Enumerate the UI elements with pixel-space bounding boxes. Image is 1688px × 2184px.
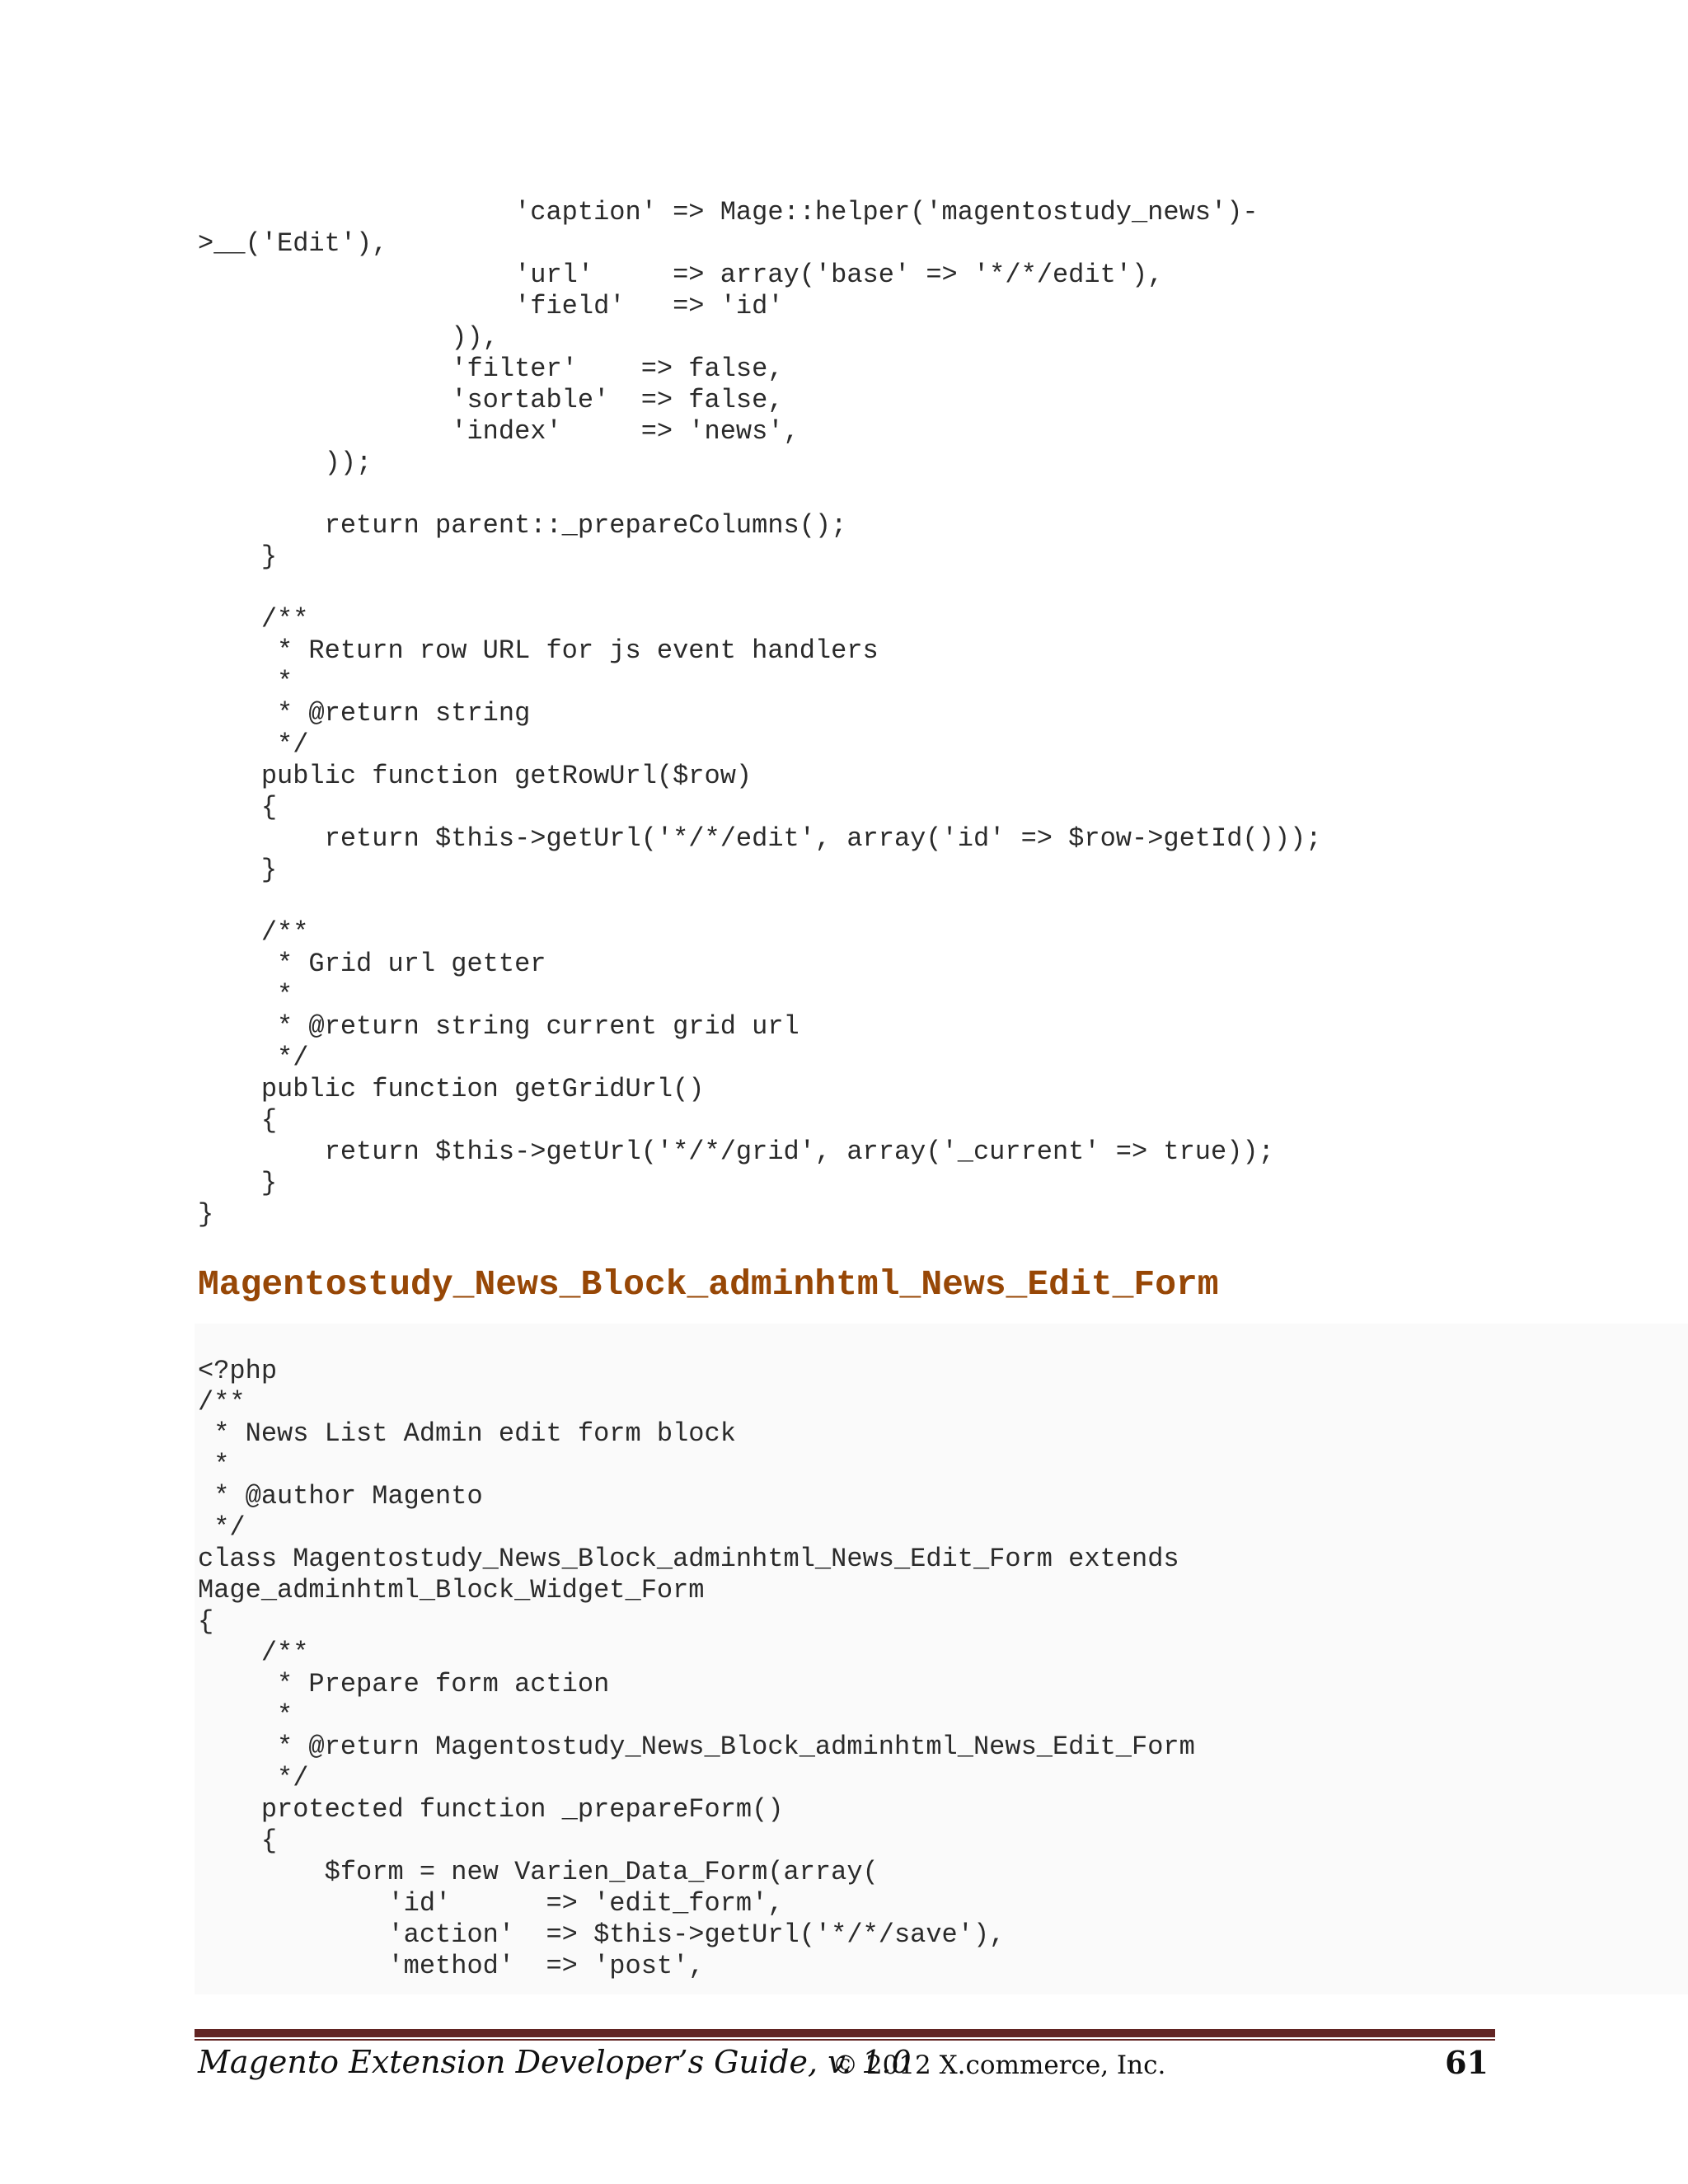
page-number: 61 [1445, 2044, 1489, 2081]
page-footer [198, 2044, 1492, 2093]
footer-rule-thick [195, 2029, 1495, 2037]
footer-rule-thin [195, 2039, 1495, 2041]
footer-copyright: © 2012 X.commerce, Inc. [832, 2050, 1166, 2080]
code-listing-edit-form: <?php /** * News List Admin edit form block * * @author Magento */ class Magentostudy_News_Block_adminhtml_News_Edit_Form extends Mage_adminhtml_Block_Widget_Form { /** * Prepare form action * * @return Magentostudy_News_Block_adminhtml_News_Edit_Form */ protected function _prepareForm() { $form = new Varien_Data_Form(array( 'id' => 'edit_form', 'action' => $this->getUrl('*/*/save'), 'method' => 'post', [198, 1356, 1195, 1981]
footer-guide-title: Magento Extension Developer’s Guide, v. 1.0 [198, 2044, 912, 2080]
code-listing-grid-block-end: 'caption' => Mage::helper('magentostudy_news')- >__('Edit'), 'url' => array('base' => '*/*/edit'), 'field' => 'id' )), 'filter' => false, 'sortable' => false, 'index' => 'news', )); return parent::_prepareColumns(); } /** * Return row URL for js event handlers * * @return string */ public function getRowUrl($row) { return $this->getUrl('*/*/edit', array('id' => $row->getId())); } /** * Grid url getter * * @return string current grid url */ public function getGridUrl() { return $this->getUrl('*/*/grid', array('_current' => true)); } } [198, 197, 1322, 1230]
section-heading: Magentostudy_News_Block_adminhtml_News_Edit_Form [198, 1264, 1219, 1305]
